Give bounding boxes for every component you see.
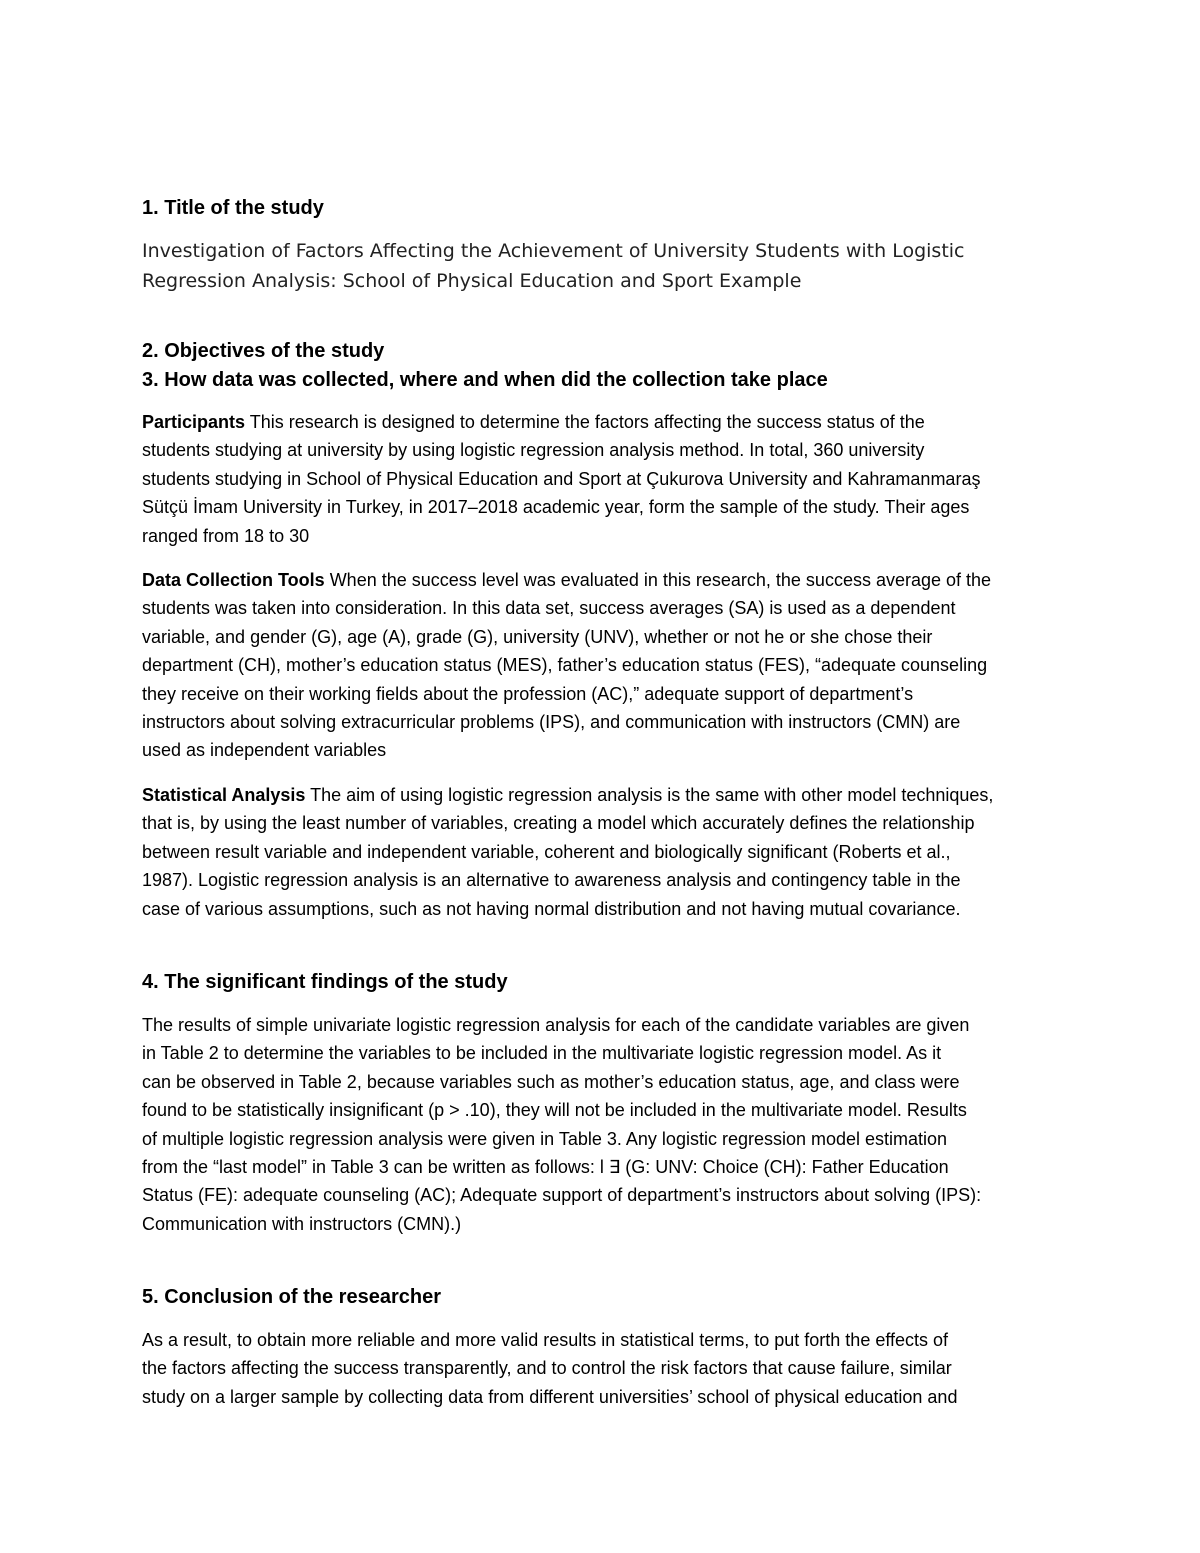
paragraph-line: students studying at university by using logistic regression analysis method. In total, 360 university [142,440,925,461]
paragraph-line: used as independent variables [142,740,387,761]
paragraph-line: between result variable and independent variable, coherent and biologically significant (Roberts et al., [142,841,951,862]
paragraph-line: instructors about solving extracurricular problems (IPS), and communication with instructors (CMN) are [142,712,961,733]
paragraph-line: Communication with instructors (CMN).) [142,1213,462,1234]
study-title [142,236,1042,296]
participants-label: Participants [142,412,246,432]
conclusion-paragraph [142,1326,1072,1411]
paragraph-line: As a result, to obtain more reliable and more valid results in statistical terms, to put forth the effects of [142,1330,949,1350]
paragraph-line: that is, by using the least number of variables, creating a model which accurately defines the relationship [142,813,975,834]
paragraph-line: the factors affecting the success transparently, and to control the risk factors that cause failure, similar [142,1358,952,1379]
paragraph-line: Status (FE): adequate counseling (AC); Adequate support of department’s instructors about solving (IPS): [142,1185,982,1206]
paragraph-line: from the “last model” in Table 3 can be written as follows: l ∃ (G: UNV: Choice (CH): Father Education [142,1157,949,1178]
section-heading-title: 1. Title of the study [142,197,324,219]
paragraph-line: case of various assumptions, such as not having normal distribution and not having mutual covariance. [142,898,961,919]
paragraph-line: they receive on their working fields about the profession (AC),” adequate support of department’s [142,683,914,704]
paragraph-line: The aim of using logistic regression analysis is the same with other model techniques, [305,785,994,805]
paragraph-line: Sütçü İmam University in Turkey, in 2017–2018 academic year, form the sample of the study. Their ages [142,497,970,518]
paragraph-line: found to be statistically insignificant (p > .10), they will not be included in the multivariate model. Results [142,1100,967,1121]
statistical-analysis-paragraph [142,781,1072,923]
data-collection-tools-paragraph [142,566,1072,765]
section-heading-objectives: 2. Objectives of the study [142,340,385,362]
study-title-line: Investigation of Factors Affecting the Achievement of University Students with Logistic [142,240,965,262]
findings-paragraph [142,1011,1072,1238]
paragraph-line: When the success level was evaluated in this research, the success average of the [324,570,992,590]
paragraph-line: 1987). Logistic regression analysis is an alternative to awareness analysis and contingency table in the [142,870,961,891]
paragraph-line: can be observed in Table 2, because variables such as mother’s education status, age, and class were [142,1071,960,1092]
section-heading-findings: 4. The significant findings of the study [142,971,508,993]
data-collection-tools-label: Data Collection Tools [142,570,325,590]
section-heading-data-collection: 3. How data was collected, where and when did the collection take place [142,369,828,391]
paragraph-line: The results of simple univariate logistic regression analysis for each of the candidate variables are given [142,1015,970,1035]
paragraph-line: ranged from 18 to 30 [142,525,310,546]
paragraph-line: variable, and gender (G), age (A), grade (G), university (UNV), whether or not he or she chose their [142,626,933,647]
paragraph-line: students studying in School of Physical Education and Sport at Çukurova University and Kahramanmaraş [142,468,981,489]
paragraph-line: This research is designed to determine the factors affecting the success status of the [245,412,925,432]
paragraph-line: department (CH), mother’s education status (MES), father’s education status (FES), “adequate counseling [142,655,988,676]
paragraph-line: study on a larger sample by collecting data from different universities’ school of physical education and [142,1386,958,1407]
paragraph-line: of multiple logistic regression analysis were given in Table 3. Any logistic regression model estimation [142,1128,948,1149]
section-heading-conclusion: 5. Conclusion of the researcher [142,1286,441,1308]
participants-paragraph [142,408,1072,550]
statistical-analysis-label: Statistical Analysis [142,785,306,805]
study-title-line: Regression Analysis: School of Physical Education and Sport Example [142,270,802,292]
paragraph-line: in Table 2 to determine the variables to be included in the multivariate logistic regression model. As it [142,1043,942,1064]
paragraph-line: students was taken into consideration. In this data set, success averages (SA) is used as a dependent [142,598,956,619]
